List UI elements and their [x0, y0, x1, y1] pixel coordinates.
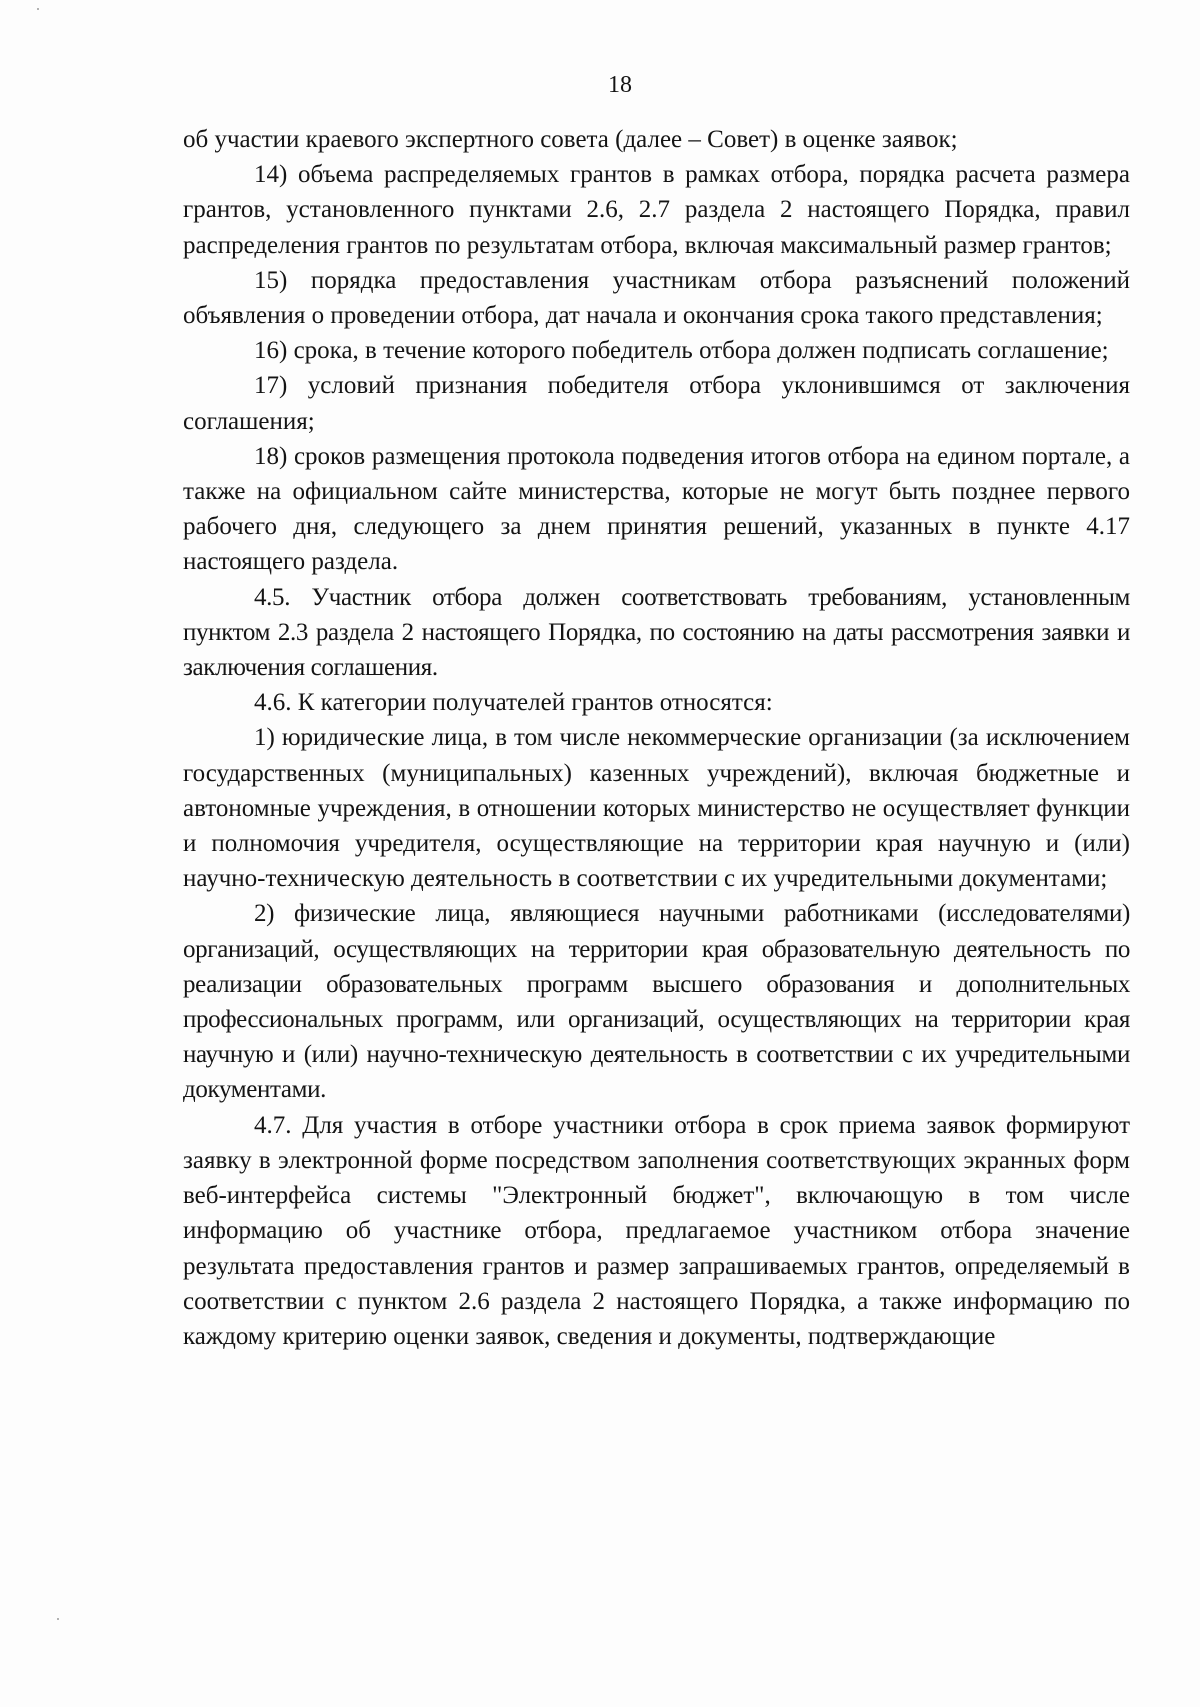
paragraph: 18) сроков размещения протокола подведения итогов отбора на едином портале, а также на официальном сайте министерства, которые не могут быть позднее первого рабочего дня, следующего за днем принятия решений, указанных в пункте 4.17 настоящего раздела. — [183, 442, 1130, 576]
paragraph: 4.6. К категории получателей грантов относятся: — [254, 689, 773, 717]
document-body — [183, 122, 1130, 1354]
paragraph: 1) юридические лица, в том числе некоммерческие организации (за исключением государственных (муниципальных) казенных учреждений), включая бюджетные и автономные учреждения, в отношении которых министерство не осуществляет функции и полномочия учредителя, осуществляющие на территории края научную и (или) научно-техническую деятельность в соответствии с их учредительными документами; — [183, 724, 1130, 893]
paragraph: об участии краевого экспертного совета (далее – Совет) в оценке заявок; — [183, 126, 958, 153]
paragraph: 17) условий признания победителя отбора уклонившимся от заключения соглашения; — [183, 372, 1130, 435]
paragraph: 2) физические лица, являющиеся научными работниками (исследователями) организаций, осуществляющих на территории края образовательную деятельность по реализации образовательных программ высшего образования и дополнительных профессиональных программ, или организаций, осуществляющих на территории края научную и (или) научно-техническую деятельность в соответствии с их учредительными документами. — [183, 900, 1130, 1104]
paragraph: 16) срока, в течение которого победитель отбора должен подписать соглашение; — [254, 337, 1109, 365]
paragraph: 4.7. Для участия в отборе участники отбора в срок приема заявок формируют заявку в электронной форме посредством заполнения соответствующих экранных форм веб-интерфейса системы "Электронный бюджет", включающую в том числе информацию об участнике отбора, предлагаемое участником отбора значение результата предоставления грантов и размер запрашиваемых грантов, определяемый в соответствии с пунктом 2.6 раздела 2 настоящего Порядка, а также информацию по каждому критерию оценки заявок, сведения и документы, подтверждающие — [183, 1111, 1130, 1350]
paragraph: 15) порядка предоставления участникам отбора разъяснений положений объявления о проведении отбора, дат начала и окончания срока такого представления; — [183, 266, 1130, 330]
paragraph: 4.5. Участник отбора должен соответствовать требованиям, установленным пунктом 2.3 раздела 2 настоящего Порядка, по состоянию на даты рассмотрения заявки и заключения соглашения. — [183, 583, 1130, 682]
page-number: 18 — [608, 72, 632, 98]
paragraph: 14) объема распределяемых грантов в рамках отбора, порядка расчета размера грантов, установленного пунктами 2.6, 2.7 раздела 2 настоящего Порядка, правил распределения грантов по результатам отбора, включая максимальный размер грантов; — [183, 161, 1130, 259]
scan-speck — [37, 8, 39, 10]
scan-speck — [57, 1618, 59, 1620]
